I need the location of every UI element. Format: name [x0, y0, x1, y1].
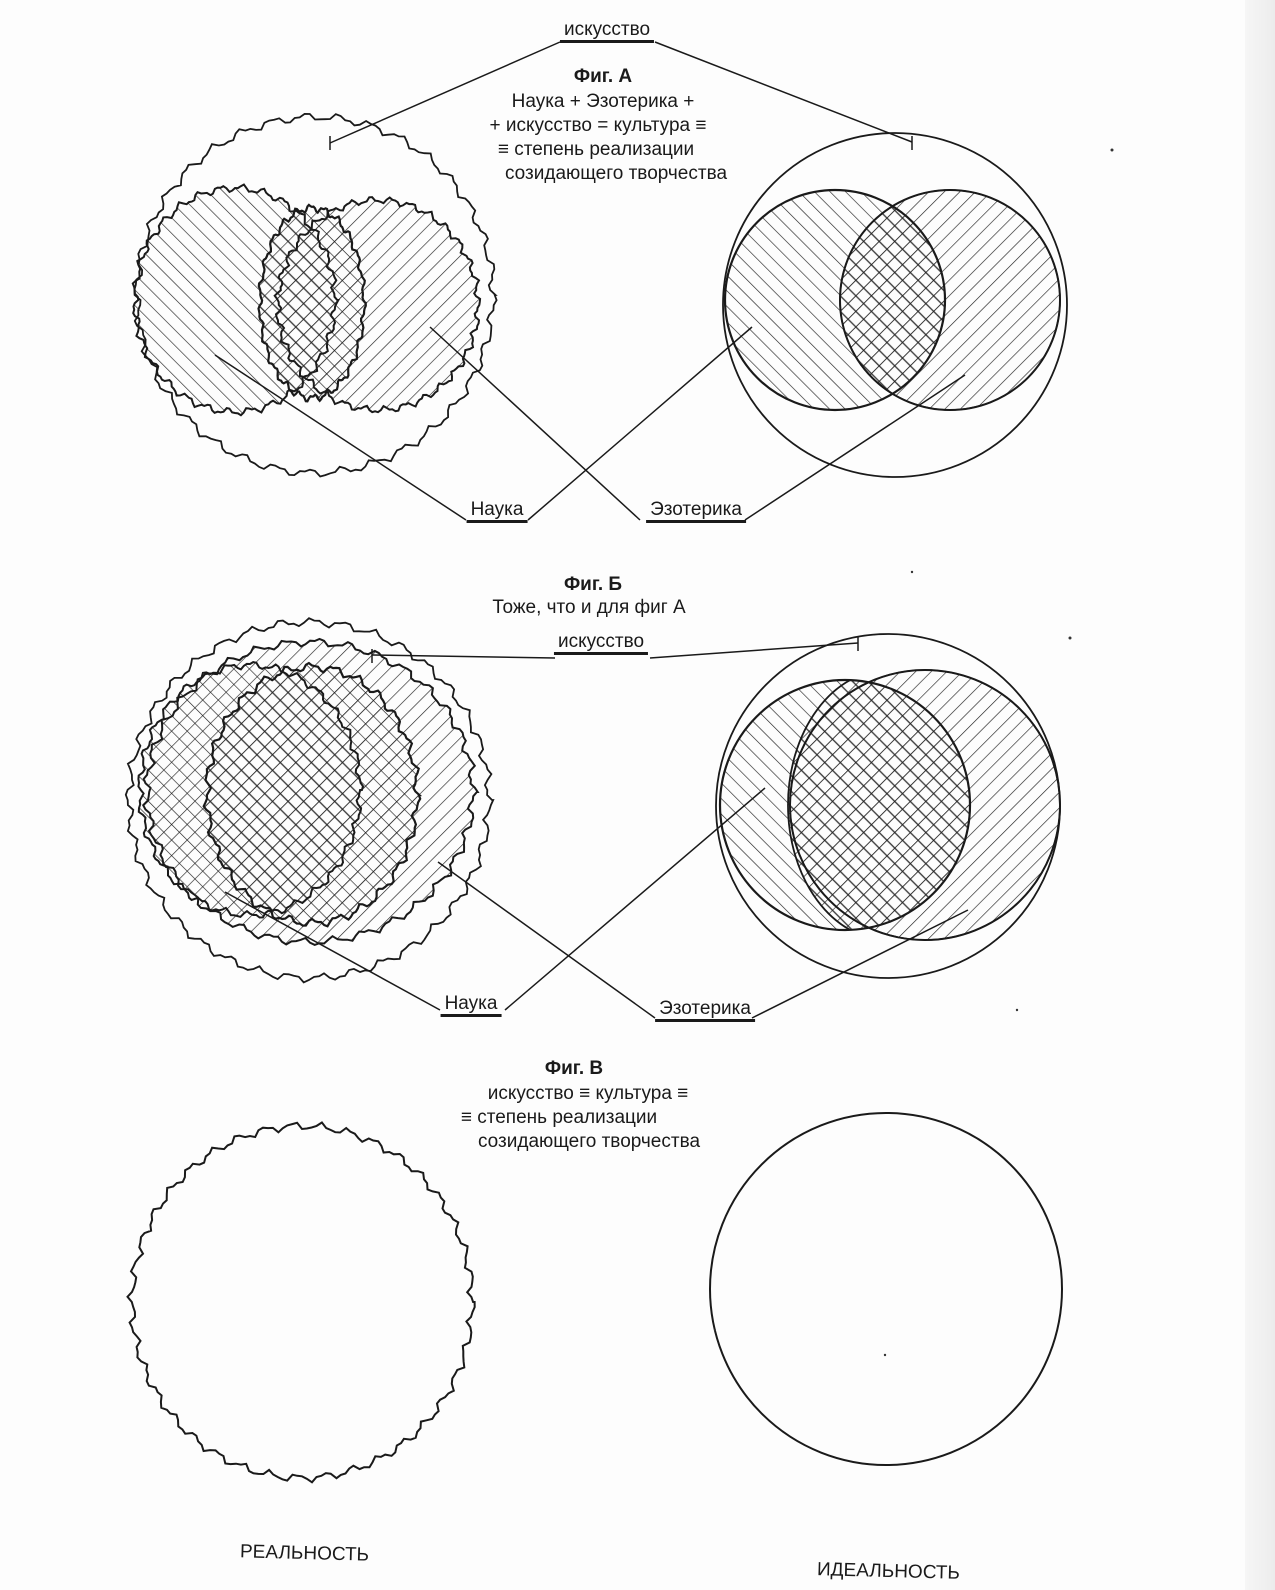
fig-b-science-label: Наука [441, 993, 502, 1015]
fig-a-science-line-right [528, 327, 752, 520]
fig-b-subtitle: Тоже, что и для фиг А [492, 597, 686, 618]
fig-v-title: Фиг. В [544, 1058, 604, 1079]
fig-a-esoteric-line-left [430, 327, 640, 520]
fig-v-ideality-circle [710, 1113, 1062, 1465]
fig-a-formula-line-3: ≡ степень реализации [497, 139, 695, 160]
fig-a-science-label: Наука [467, 499, 528, 521]
fig-a-ideality-group [723, 133, 1067, 477]
fig-b-art-line-left [372, 655, 555, 658]
fig-b-title: Фиг. Б [563, 574, 623, 595]
fig-v-reality-label: РЕАЛЬНОСТЬ [239, 1541, 370, 1566]
fig-a-esoteric-label: Эзотерика [646, 499, 746, 521]
fig-v-formula-line-3: созидающего творчества [477, 1131, 701, 1152]
fig-b-esoteric-label: Эзотерика [655, 998, 755, 1020]
fig-b-art-line-right [650, 643, 858, 658]
fig-a-formula-line-1: Наука + Эзотерика + [511, 91, 695, 112]
fig-v-formula-line-2: ≡ степень реализации [460, 1107, 658, 1128]
fig-v-reality-circle [128, 1123, 475, 1483]
fig-b-ideality-group [716, 634, 1060, 978]
fig-a-title: Фиг. А [573, 66, 633, 87]
fig-a-art-label: искусство [560, 19, 654, 41]
fig-v-formula-line-1: искусство ≡ культура ≡ [487, 1083, 689, 1104]
fig-b-science-line-right [505, 788, 765, 1010]
fig-a-formula-line-4: созидающего творчества [504, 163, 728, 184]
fig-b-art-label: искусство [554, 631, 648, 653]
fig-v-ideality-label: ИДЕАЛЬНОСТЬ [816, 1559, 961, 1584]
fig-a-formula-line-2: + искусство = культура ≡ [489, 115, 707, 136]
